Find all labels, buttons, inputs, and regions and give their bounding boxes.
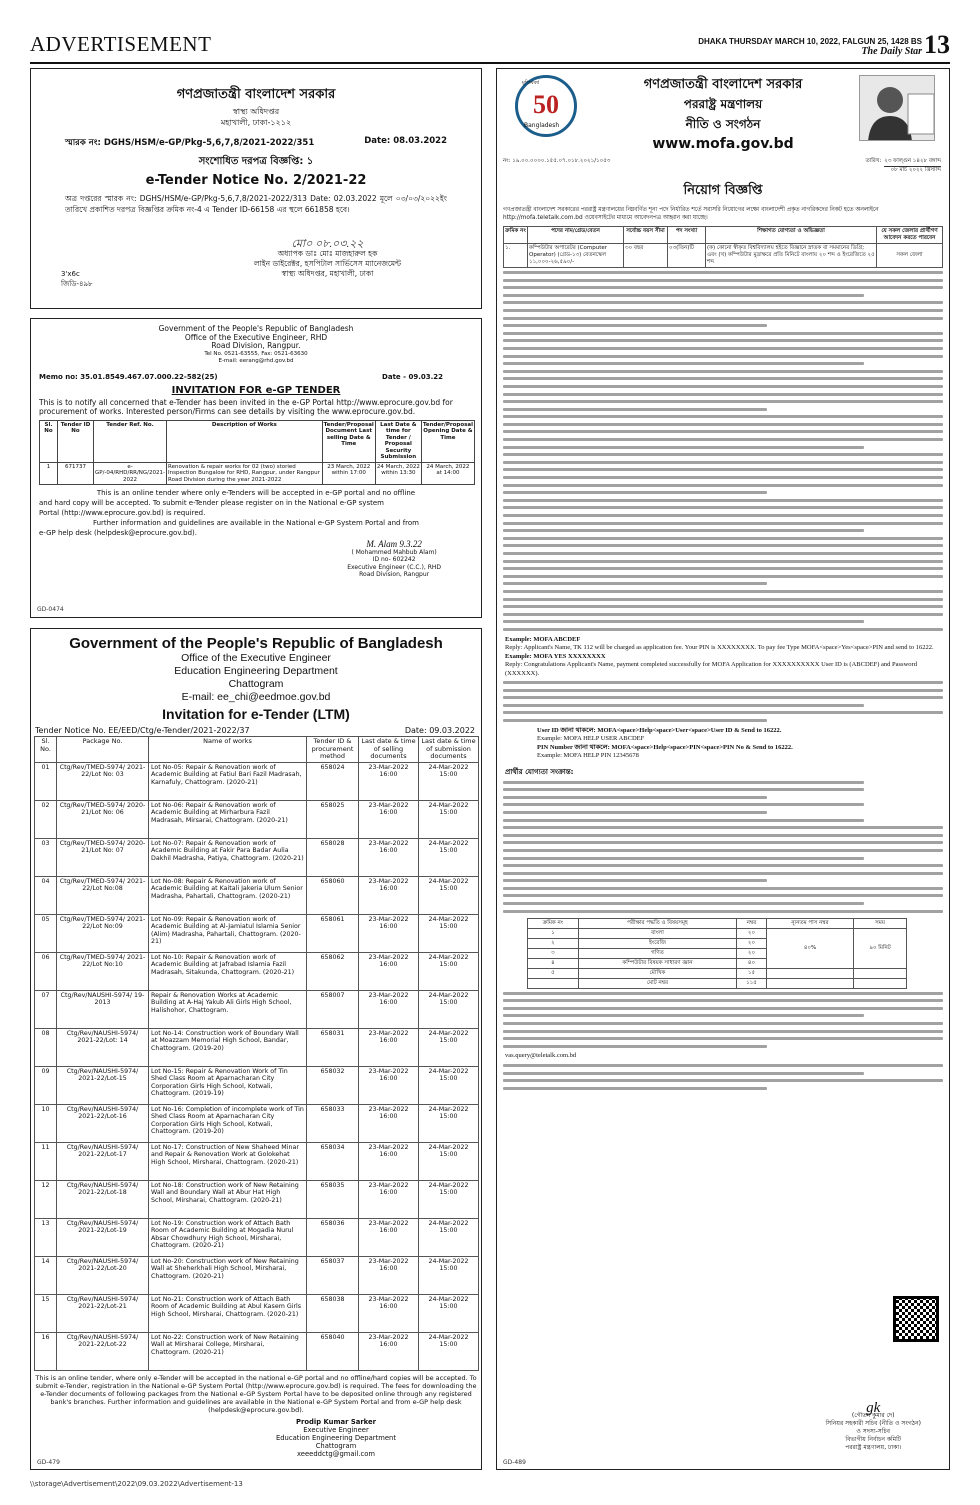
cell: মৌখিক	[578, 968, 736, 978]
ad2-tender-table	[39, 420, 475, 486]
th-selling: Tender/Proposal Document Last selling Date & Time	[322, 420, 375, 462]
ad4-date-lines	[884, 158, 941, 175]
ad2-tail	[39, 488, 473, 538]
cell: 671737	[58, 462, 94, 485]
cell: ১.	[504, 244, 528, 268]
table-row	[35, 876, 479, 914]
cell: Lot No-10: Repair & Renovation work of Academic Building at Jafrabad Islamia Fazil Madrasah, Sitakunda, Chattogram. (2020-21)	[149, 952, 307, 990]
ad1-signer-title: লাইন ডাইরেক্টর, হসপিটাল সার্ভিসেস ম্যানেজমেন্ট	[253, 259, 401, 268]
ad4-date-block	[865, 158, 941, 175]
cell: 09	[35, 1066, 57, 1104]
ad2-line3: Portal (http://www.eprocure.gov.bd) is required.	[39, 509, 206, 517]
cell: 24 March, 2022 within 13:30	[375, 462, 421, 485]
cell: 658032	[307, 1066, 359, 1104]
ad3-dept: Education Engineering Department	[174, 665, 338, 677]
th-works: Name of works	[149, 737, 307, 763]
ad4-policy: নীতি ও সংগঠন	[685, 117, 761, 131]
ad4-date-en: ০৮ মার্চ ২০২২ খ্রিস্টাব্দ	[890, 167, 941, 173]
cell: 658007	[307, 990, 359, 1028]
table-row	[35, 838, 479, 876]
ad4-final-text	[503, 1064, 943, 1090]
ad4-sms-text	[503, 681, 943, 722]
ad2-code: GD-0474	[37, 606, 64, 613]
cell: Ctg/Rev/TMED-5974/ 2021-22/Lot No:10	[57, 952, 149, 990]
ad2-memo-row	[39, 373, 443, 381]
cell: Ctg/Rev/TMED-5974/ 2020-21/Lot No: 07	[57, 838, 149, 876]
ad4-signature: gk	[866, 1400, 881, 1416]
cell: 24-Mar-2022 15:00	[419, 1028, 479, 1066]
cell: 24-Mar-2022 15:00	[419, 1142, 479, 1180]
cell: 23-Mar-2022 16:00	[359, 1028, 419, 1066]
logo-text: মুজিববর্ষ	[522, 80, 540, 86]
cell: ১৫	[737, 968, 767, 978]
ad3-signer-city: Chattogram	[315, 1441, 357, 1450]
ad2-office: Office of the Executive Engineer, RHD	[184, 332, 328, 342]
cell: 23-Mar-2022 16:00	[359, 1142, 419, 1180]
table-row: ৫ মৌখিক ১৫	[528, 968, 907, 978]
cell: ৯০ মিনিট	[854, 928, 907, 968]
cell: Ctg/Rev/NAUSHI-5974/ 2021-22/Lot: 14	[57, 1028, 149, 1066]
table-row	[35, 1104, 479, 1142]
cell: 658040	[307, 1332, 359, 1370]
ad4-date-bn: ২৩ ফাল্গুন ১৪২৮ বঙ্গাব্দ	[884, 158, 941, 167]
cell: Lot No-16: Completion of incomplete work of Tin Shed Class Room at Aparnacharan City Corporation Girls High School, Kotwali, Chattogram. (2019-20)	[149, 1104, 307, 1142]
ad4-memo: নং: ১৯.০০.০০০০.১৫৫.০৭.০১৮.২০২১/১০৫৩	[503, 158, 611, 164]
ad1-signature: মো০ ০৮.০৩.২২	[291, 238, 364, 250]
th-pass: ন্যূনতম পাস নম্বর	[766, 918, 853, 928]
table-row	[35, 1294, 479, 1332]
ad4-example2-label: Example: MOFA YES XXXXXXXX	[505, 652, 606, 660]
ad4-gov: গণপ্রজাতন্ত্রী বাংলাদেশ সরকার	[643, 77, 803, 92]
cell: 24-Mar-2022 15:00	[419, 1256, 479, 1294]
ad2-signer-name: ( Mohammed Mahbub Alam)	[351, 548, 437, 556]
cell: 658028	[307, 838, 359, 876]
ad3-table-body	[35, 762, 479, 1370]
ad2-signer-id: ID no- 602242	[372, 556, 416, 563]
cell: 05	[35, 914, 57, 952]
cell: Ctg/Rev/NAUSHI-5974/ 2021-22/Lot-16	[57, 1104, 149, 1142]
ad4-eligibility-heading: প্রার্থীর যোগ্যতা সংক্রান্ত:	[505, 767, 574, 776]
table-row	[35, 800, 479, 838]
th-age: সর্বোচ্চ বয়স সীমা	[624, 227, 668, 244]
cell: 24-Mar-2022 15:00	[419, 1332, 479, 1370]
th-districts: যে সকল জেলার প্রার্থীগণ আবেদন করতে পারবেন	[877, 227, 943, 244]
th-time: সময়	[854, 918, 907, 928]
ad2-signer-office: Road Division, Rangpur	[359, 571, 430, 578]
th-ref: Tender Ref. No.	[94, 420, 167, 462]
cell: 04	[35, 876, 57, 914]
ad2-line1: This is an online tender where only e-Tenders will be accepted in e-GP portal and no offline	[96, 489, 416, 497]
th-sl: ক্রমিক নং	[504, 227, 528, 244]
ad1-memo: স্মারক নং: DGHS/HSM/e-GP/Pkg-5,6,7,8/2021-2022/351	[65, 138, 315, 148]
cell: 23-Mar-2022 16:00	[359, 1218, 419, 1256]
cell: 658033	[307, 1104, 359, 1142]
cell: ৪০	[737, 958, 767, 968]
ad3-gov: Government of the People's Republic of Bangladesh	[69, 635, 443, 652]
cell: Lot No-21: Construction work of Attach Bath Room of Academic Building at Abul Kasem Girls High School, Mirsharai, Chattogram. (2020-21)	[149, 1294, 307, 1332]
table-row	[35, 1028, 479, 1066]
cell: Ctg/Rev/NAUSHI-5974/ 2021-22/Lot-18	[57, 1180, 149, 1218]
ad1-corrigendum: সংশোধিত দরপত্র বিজ্ঞপ্তি: ১	[198, 156, 314, 167]
ad2-date: Date - 09.03.22	[382, 372, 443, 381]
logo-number: 50	[533, 90, 559, 119]
table-row	[528, 978, 907, 988]
cell: 15	[35, 1294, 57, 1332]
cell: 24-Mar-2022 15:00	[419, 1180, 479, 1218]
file-path: \\storage\Advertisement\2022\09.03.2022\Advertisement-13	[30, 1480, 243, 1488]
masthead	[30, 30, 950, 64]
cell: 658034	[307, 1142, 359, 1180]
cell: 16	[35, 1332, 57, 1370]
cell: 24-Mar-2022 15:00	[419, 762, 479, 800]
cell: 07	[35, 990, 57, 1028]
table-row	[35, 1218, 479, 1256]
cell: ৩০ বছর	[624, 244, 668, 268]
th-post: পদের নাম/গ্রেড/বেতন	[528, 227, 624, 244]
ad2-email: E-mail: eerang@rhd.gov.bd	[218, 357, 294, 364]
cell: Ctg/Rev/NAUSHI-5974/ 19-2013	[57, 990, 149, 1028]
mujib-50-logo	[515, 75, 577, 137]
cell: 23-Mar-2022 16:00	[359, 990, 419, 1028]
cell: 23-Mar-2022 16:00	[359, 1332, 419, 1370]
ad1-left-foot	[61, 269, 93, 289]
table-row	[35, 952, 479, 990]
cell: 06	[35, 952, 57, 990]
ad1-dept: স্বাস্থ্য অধিদপ্তর	[232, 107, 280, 116]
cell: মোট নম্বর	[578, 978, 736, 988]
cell: 11	[35, 1142, 57, 1180]
ad3-notice-row	[35, 726, 475, 735]
ad2-line4: Further information and guidelines are available in the National e-GP System Portal and from	[92, 519, 420, 527]
th-desc: Description of Works	[167, 420, 323, 462]
cell: 658031	[307, 1028, 359, 1066]
ad2-division: Road Division, Rangpur.	[211, 341, 301, 350]
portrait-image	[859, 75, 935, 141]
ad1-title: e-Tender Notice No. 2/2021-22	[145, 173, 367, 188]
cell: Lot No-15: Repair & Renovation Work of Tin Shed Class Room at Aparnacharan City Corporation Girls High School, Kotwali, Chattogram. (2019-19)	[149, 1066, 307, 1104]
cell: 02	[35, 800, 57, 838]
cell: Lot No-22: Construction work of New Retaining Wall at Mirsharai College, Mirsharai, Chattogram. (2020-21)	[149, 1332, 307, 1370]
cell: Ctg/Rev/NAUSHI-5974/ 2021-22/Lot-20	[57, 1256, 149, 1294]
ad4-terms-text	[503, 271, 943, 631]
ad3-signer-name: Prodip Kumar Sarker	[296, 1417, 376, 1426]
ad3-notice-no: Tender Notice No. EE/EED/Ctg/e-Tender/2021-2022/37	[35, 726, 250, 735]
cell: 658035	[307, 1180, 359, 1218]
section-title: ADVERTISEMENT	[30, 32, 212, 56]
ad4-position-table	[503, 226, 943, 268]
th-security: Last Date & time for Tender / Proposal Security Submission	[375, 420, 421, 462]
cell: Lot No-07: Repair & Renovation work of Academic Building at Fakir Para Badar Aulia Dakhil Madrasha, Patiya, Chattogram. (2020-21)	[149, 838, 307, 876]
ad4-closing-text	[503, 992, 943, 1048]
table-row: ৪ কম্পিউটার বিষয়ক সাধারণ জ্ঞান ৪০	[528, 958, 907, 968]
ad4-example1	[505, 636, 941, 679]
ad4-title: নিয়োগ বিজ্ঞপ্তি	[683, 183, 763, 198]
ad3-foot: This is an online tender, where only e-Tender will be accepted in the national e-GP portal and no offline/hard copies will be accepted. To submit e-Tender, registration in the National e-GP System Portal (http://www.eprocure.gov.bd) is required. The fees for downloading the e-Tender documents of following packages from the National e-GP System Portal have to be deposited online through any registered bank's branches. Further information and guidelines are available in the National e-GP System Portal and from e-GP help desk (helpdesk@eprocure.gov.bd).	[35, 1373, 477, 1414]
table-row	[35, 914, 479, 952]
cell: Ctg/Rev/TMED-5974/ 2021-22/Lot No:08	[57, 876, 149, 914]
cell: Ctg/Rev/NAUSHI-5974/ 2021-22/Lot-19	[57, 1218, 149, 1256]
ad4-signature-block	[825, 1400, 921, 1452]
ad3-tender-table	[34, 736, 479, 1371]
ad1-date: Date: 08.03.2022	[364, 136, 447, 146]
cell: 24-Mar-2022 15:00	[419, 800, 479, 838]
cell: ৪০%	[766, 928, 853, 968]
table-row: ৩ গণিত ২০	[528, 948, 907, 958]
dateline	[698, 37, 922, 57]
cell: (ক) কোনো স্বীকৃত বিশ্ববিদ্যালয় হইতে বিজ্ঞানে স্নাতক বা সমমানের ডিগ্রি; এবং (খ) কম্পিউটার মুদ্রাক্ষরে প্রতি মিনিটে বাংলায় ২০ শব্দ ও ইংরেজিতে ২৫ শব্দ	[706, 244, 877, 268]
th-count: পদ সংখ্যা	[668, 227, 706, 244]
cell: 01	[35, 762, 57, 800]
th-sl: Sl. No	[40, 420, 58, 462]
cell: 12	[35, 1180, 57, 1218]
ad1-signature-block	[254, 239, 401, 279]
table-header-row	[40, 420, 475, 462]
cell: 24-Mar-2022 15:00	[419, 952, 479, 990]
cell: 23-Mar-2022 16:00	[359, 1294, 419, 1332]
cell: 658038	[307, 1294, 359, 1332]
cell: Renovation & repair works for 02 (two) storied Inspection Bungalow for RHD, Rangpur, under Rangpur Road Division during the year 2021-2022	[167, 462, 323, 485]
ad2-line5: e-GP help desk (helpdesk@eprocure.gov.bd).	[39, 529, 197, 537]
ad4-url[interactable]: www.mofa.gov.bd	[652, 136, 794, 152]
ad2-tel: Tel No. 0521-63555, Fax: 0521-63630	[204, 350, 308, 357]
mofa-recruitment-ad	[496, 68, 950, 1470]
ad4-eligibility-text	[503, 781, 943, 913]
ad3-signer-email: xeeeddctg@gmail.com	[296, 1449, 376, 1458]
ad1-gov-header: গণপ্রজাতন্ত্রী বাংলাদেশ সরকার	[176, 87, 336, 102]
cell: Repair & Renovation Works at Academic Building at A-Haj Yakub Ali Girls High School, Halishohor, Chattogram.	[149, 990, 307, 1028]
newspaper-brand: The Daily Star	[861, 46, 922, 57]
cell: 658036	[307, 1218, 359, 1256]
cell: 658024	[307, 762, 359, 800]
cell: 24-Mar-2022 15:00	[419, 1066, 479, 1104]
cell: Lot No-05: Repair & Renovation work of Academic Building at Fatiul Bari Fazil Madrasah, Karnafuly, Chattogram. (2020-21)	[149, 762, 307, 800]
table-header-row	[528, 918, 907, 928]
cell: 658060	[307, 876, 359, 914]
ad4-signer-role: ও সদস্য-সচিব	[856, 1428, 890, 1435]
cell: 10	[35, 1104, 57, 1142]
table-header-row	[504, 227, 943, 244]
table-row	[35, 990, 479, 1028]
cell: 23-Mar-2022 16:00	[359, 800, 419, 838]
th-package: Package No.	[57, 737, 149, 763]
cell: 24-Mar-2022 15:00	[419, 914, 479, 952]
cell: Ctg/Rev/TMED-5974/ 2021-22/Lot No:09	[57, 914, 149, 952]
cell: 23-Mar-2022 16:00	[359, 1066, 419, 1104]
ad1-body: অত্র দপ্তরের স্মারক নং: DGHS/HSM/e-GP/Pkg-5,6,7,8/2021-2022/313 Date: 02.03.2022 মূলে ০৩/০৩/২০২২ইং তারিখে প্রকাশিত দরপত্র বিজ্ঞপ্তির ক্রমিক নং-4 এ Tender ID-66158 এর স্থলে 661858 হবে।	[65, 194, 447, 214]
cell: 24-Mar-2022 15:00	[419, 1104, 479, 1142]
cell: 658062	[307, 952, 359, 990]
table-row	[35, 762, 479, 800]
cell: Ctg/Rev/NAUSHI-5974/ 2021-22/Lot-22	[57, 1332, 149, 1370]
ad2-line2: and hard copy will be accepted. To submit e-Tender please register on in the National e-GP system	[39, 499, 384, 507]
ad3-city: Chattogram	[228, 678, 284, 690]
ad3-title: Invitation for e-Tender (LTM)	[162, 706, 350, 722]
ad2-title: INVITATION FOR e-GP TENDER	[171, 384, 341, 396]
cell: 24 March, 2022 at 14:00	[421, 462, 474, 485]
cell: Lot No-08: Repair & Renovation work of Academic Building at Kaitali Jakeria Ulum Senior Madrasha, Pahartali, Chattogram. (2020-21)	[149, 876, 307, 914]
cell: 658037	[307, 1256, 359, 1294]
ad1-signer-name: অধ্যাপক ডাঃ মোঃ মাজহারুল হক	[277, 249, 378, 258]
cell: ২০	[737, 948, 767, 958]
cell: Ctg/Rev/TMED-5974/ 2021-22/Lot No: 03	[57, 762, 149, 800]
cell: Lot No-18: Construction work of New Retaining Wall and Boundary Wall at Abur Hat High School, Mirsharai, Chattogram. (2020-21)	[149, 1180, 307, 1218]
cell: Ctg/Rev/NAUSHI-5974/ 2021-22/Lot-17	[57, 1142, 149, 1180]
ad4-help1: User ID জানা থাকলে: MOFA<space>Help<space>User<space>User ID & Send to 16222.	[537, 726, 782, 734]
th-subject: পরীক্ষার পদ্ধতি ও বিষয়সমূহ	[578, 918, 736, 928]
cell: 24-Mar-2022 15:00	[419, 838, 479, 876]
table-row	[504, 244, 943, 268]
table-row	[35, 1256, 479, 1294]
ad4-ministry: পররাষ্ট্র মন্ত্রণালয়	[683, 97, 763, 111]
cell: ১১৫	[737, 978, 767, 988]
cell: কম্পিউটার অপারেটর (Computer Operator) (গ্রেড-১৩) বেতনস্কেল ১১,০০০-২৬,৫৯০/-	[528, 244, 624, 268]
table-row	[35, 1142, 479, 1180]
ad3-email: E-mail: ee_chi@eedmoe.gov.bd	[181, 691, 331, 703]
ad4-intro: গণপ্রজাতন্ত্রী বাংলাদেশ সরকারের পররাষ্ট্র মন্ত্রণালয়ের নিম্নবর্ণিত শূন্য পদে নির্ধারিত শর্তে সরাসরি নিয়োগের লক্ষ্যে বাংলাদেশী প্রকৃত নাগরিকদের নিকট হতে অনলাইনে http://mofa.teletalk.com.bd ওয়েবসাইটের মাধ্যমে আবেদনপত্র আহ্বান করা যাচ্ছে।	[503, 207, 879, 221]
cell: e-GP/-04/RHD/RR/NG/2021-2022	[95, 463, 166, 483]
ad4-memo-row	[503, 158, 941, 175]
cell: 24-Mar-2022 15:00	[419, 876, 479, 914]
cell: 23 March, 2022 within 17:00	[322, 462, 375, 485]
ad4-signer-committee: বিভাগীয় নির্বাচন কমিটি	[845, 1436, 902, 1443]
table-row	[35, 1066, 479, 1104]
ad2-signature-block	[347, 541, 441, 579]
cell: 14	[35, 1256, 57, 1294]
cell: কম্পিউটার বিষয়ক সাধারণ জ্ঞান	[578, 958, 736, 968]
qr-code-icon[interactable]	[893, 1296, 939, 1342]
ad1-code: জিডি-৪৯৮	[61, 280, 93, 288]
cell: Lot No-17: Construction of New Shaheed Minar and Repair & Renovation Work at Golokehat High School, Mirsharai, Chattogram. (2020-21)	[149, 1142, 307, 1180]
ad4-example1-label: Example: MOFA ABCDEF	[505, 635, 581, 643]
cell: 23-Mar-2022 16:00	[359, 1180, 419, 1218]
cell: 23-Mar-2022 16:00	[359, 1256, 419, 1294]
th-tender-id: Tender ID & procurement method	[307, 737, 359, 763]
ad2-gov: Government of the People's Republic of Bangladesh	[158, 324, 354, 333]
ad4-example2-reply: Reply: Congratulations Applicant's Name, payment completed successfully for MOFA Application for XXXXXXXXXX User ID is (ABCDEF) and Password (XXXXXX).	[505, 661, 917, 677]
th-selling: Last date & time of selling documents	[359, 737, 419, 763]
table-row: ১ বাংলা ২০ ৪০% ৯০ মিনিট	[528, 928, 907, 938]
portrait-icon	[860, 76, 935, 141]
ad4-help1-ex: Example: MOFA HELP USER ABCDEF	[537, 735, 645, 743]
cell: ইংরেজি	[578, 938, 736, 948]
table-row	[35, 1332, 479, 1370]
cell: Lot No-14: Construction work of Boundary Wall at Moazzam Memorial High School, Bandar, Chattogram. (2019-20)	[149, 1028, 307, 1066]
cell: সকল জেলা	[877, 244, 943, 268]
cell: Ctg/Rev/NAUSHI-5974/ 2021-22/Lot-21	[57, 1294, 149, 1332]
ad3-code: GD-479	[37, 1459, 60, 1466]
ad2-signature: M. Alam 9.3.22	[366, 539, 422, 549]
ad2-memo: Memo no: 35.01.8549.467.07.000.22-582(25)	[39, 372, 218, 381]
cell: ০৩(তিন)টি	[668, 244, 706, 268]
page-number: 13	[924, 30, 950, 59]
cell: 1	[40, 462, 58, 485]
cell: 03	[35, 838, 57, 876]
ad4-signer-office: পররাষ্ট্র মন্ত্রণালয়, ঢাকা।	[845, 1444, 902, 1451]
ad3-office: Office of the Executive Engineer	[181, 652, 331, 664]
ad4-help2-ex: Example: MOFA HELP PIN 12345678	[537, 752, 639, 760]
ad1-signer-office: স্বাস্থ্য অধিদপ্তর, মহাখালী, ঢাকা	[281, 269, 374, 278]
dghs-corrigendum-ad	[30, 68, 482, 309]
logo-sub: Bangladesh	[524, 122, 560, 129]
dateline-text: DHAKA THURSDAY MARCH 10, 2022, FALGUN 25, 1428 BS	[698, 37, 922, 46]
cell: 23-Mar-2022 16:00	[359, 914, 419, 952]
ad3-signer-dept: Education Engineering Department	[275, 1433, 397, 1442]
eed-chattogram-tender-ad	[30, 628, 482, 1470]
ad2-header	[31, 325, 481, 365]
cell: 23-Mar-2022 16:00	[359, 952, 419, 990]
cell: ২০	[737, 928, 767, 938]
ad4-contact[interactable]: vas.query@teletalk.com.bd	[505, 1052, 577, 1060]
cell: 23-Mar-2022 16:00	[359, 762, 419, 800]
ad1-address: মহাখালী, ঢাকা-১২১২	[220, 118, 292, 127]
th-submission: Last date & time of submission documents	[419, 737, 479, 763]
cell: 23-Mar-2022 16:00	[359, 1104, 419, 1142]
ad1-memo-row	[65, 136, 447, 150]
th-marks: নম্বর	[737, 918, 767, 928]
cell: Lot No-06: Repair & Renovation work of Academic Building at Mirharbura Fazil Madrasah, Mirsarai, Chattogram. (2020-21)	[149, 800, 307, 838]
cell: 24-Mar-2022 15:00	[419, 990, 479, 1028]
cell: 23-Mar-2022 16:00	[359, 838, 419, 876]
cell: ২০	[737, 938, 767, 948]
ad4-help2: PIN Number জানা থাকলে: MOFA<space>Help<space>PIN<space>PIN No & Send to 16222.	[537, 743, 793, 751]
th-sl: Sl. No.	[35, 737, 57, 763]
cell: Ctg/Rev/TMED-5974/ 2020-21/Lot No: 06	[57, 800, 149, 838]
cell: Lot No-19: Construction work of Attach Bath Room of Academic Building at Mogadia Nurul Absar Chowdhury High School, Mirsharai, Chattogram. (2020-21)	[149, 1218, 307, 1256]
cell: 08	[35, 1028, 57, 1066]
cell: বাংলা	[578, 928, 736, 938]
th-qualification: শিক্ষাগত যোগ্যতা ও অভিজ্ঞতা	[706, 227, 877, 244]
ad4-date-label: তারিখ:	[865, 158, 882, 164]
cell: 24-Mar-2022 15:00	[419, 1294, 479, 1332]
ad2-signer-title: Executive Engineer (C.C.), RHD	[347, 563, 441, 571]
ad3-date: Date: 09.03.2022	[404, 726, 475, 735]
ad3-signer-title: Executive Engineer	[303, 1425, 369, 1434]
table-row: ২ ইংরেজি ২০	[528, 938, 907, 948]
table-row	[40, 462, 475, 485]
ad4-help-block	[537, 727, 941, 761]
ad4-exam-table	[527, 918, 907, 989]
cell: 13	[35, 1218, 57, 1256]
th-opening: Tender/Proposal Opening Date & Time	[421, 420, 474, 462]
cell: গণিত	[578, 948, 736, 958]
cell: 23-Mar-2022 16:00	[359, 876, 419, 914]
th-sl: ক্রমিক নং	[528, 918, 579, 928]
cell: 24-Mar-2022 15:00	[419, 1218, 479, 1256]
table-row	[35, 1180, 479, 1218]
cell: 658061	[307, 914, 359, 952]
cell: Lot No-09: Repair & Renovation work of Academic Building at Al-Jamiatul Islamia Senior (Alim) Madrasha, Pahartali, Chattogram. (2020-21)	[149, 914, 307, 952]
ad3-signature-block	[191, 1418, 481, 1458]
ad4-example1-reply: Reply: Applicant's Name, TK 112 will be charged as application fee. Your PIN is XXXXXXXX. To pay fee Type MOFA<space>Yes<space>PIN and send to 16222.	[505, 644, 934, 651]
cell: Lot No-20: Construction work of New Retaining Wall at Sheherkhali High School, Mirsharai, Chattogram. (2020-21)	[149, 1256, 307, 1294]
ad2-para: This is to notify all concerned that e-Tender has been invited in the e-GP Portal http://www.eprocure.gov.bd for procurement of works. Interested person/Firms can see details by visiting the www.eprocure.gov.bd.	[39, 397, 453, 416]
table-header-row	[35, 737, 479, 763]
ad4-signer-title: সিনিয়র সহকারী সচিব (নীতি ও সংগঠন)	[825, 1420, 921, 1427]
ad1-size: 3'x6c	[61, 270, 80, 278]
ad4-code: GD-489	[503, 1459, 526, 1466]
ad4-signer-name: (গৌতম কুমার দে)	[851, 1412, 895, 1419]
cell: Ctg/Rev/NAUSHI-5974/ 2021-22/Lot-15	[57, 1066, 149, 1104]
th-tender-id: Tender ID No	[58, 420, 94, 462]
rhd-rangpur-tender-ad	[30, 318, 482, 618]
cell: 658025	[307, 800, 359, 838]
